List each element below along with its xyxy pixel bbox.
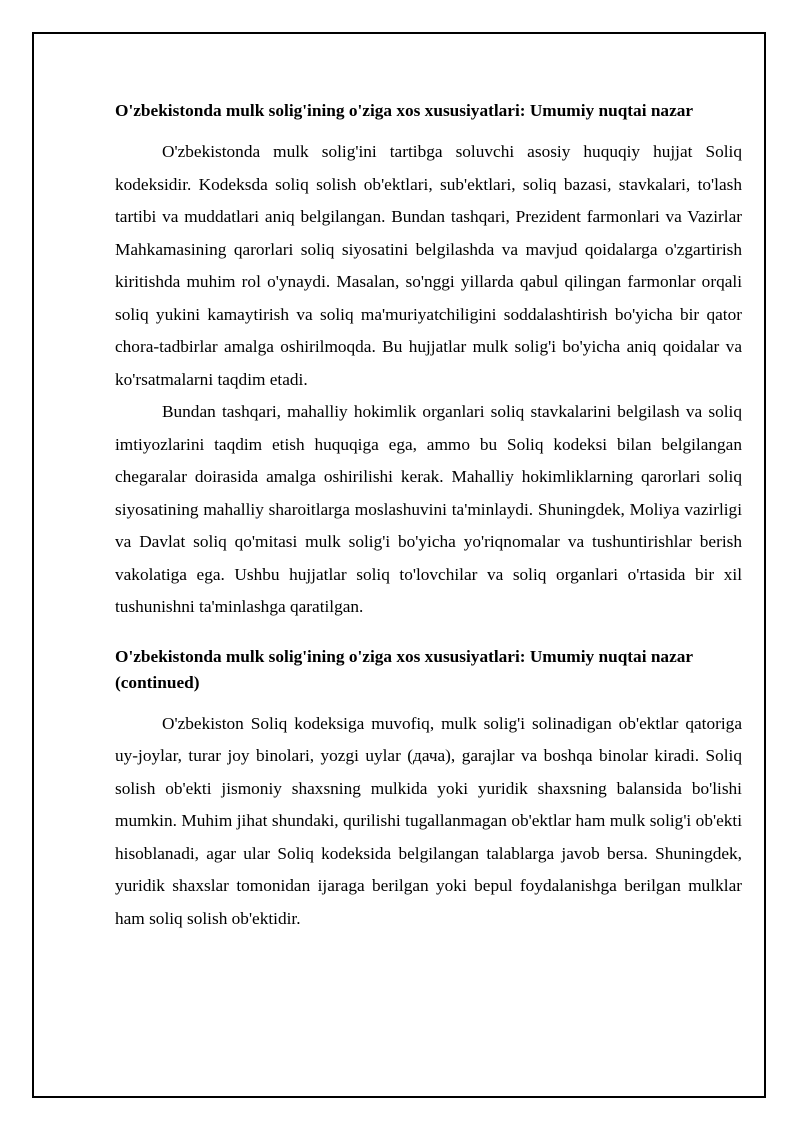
document-body: [115, 98, 742, 935]
paragraph-1: O'zbekistonda mulk solig'ini tartibga soluvchi asosiy huquqiy hujjat Soliq kodeksidir. Kodeksda soliq solish ob'ektlari, sub'ektlari, soliq bazasi, stavkalari, to'lash tartibi va muddatlari aniq belgilangan. Bundan tashqari, Prezident farmonlari va Vazirlar Mahkamasining qarorlari soliq siyosatini belgilashda va mavjud qoidalarga o'zgartirish kiritishda muhim rol o'ynaydi. Masalan, so'nggi yillarda qabul qilingan farmonlar orqali soliq yukini kamaytirish va soliq ma'muriyatchiligini soddalashtirish bo'yicha bir qator chora-tadbirlar amalga oshirilmoqda. Bu hujjatlar mulk solig'i bo'yicha aniq qoidalar va ko'rsatmalarni taqdim etadi.: [115, 142, 742, 389]
section-heading-2: O'zbekistonda mulk solig'ining o'ziga xos xususiyatlari: Umumiy nuqtai nazar (continued): [115, 646, 693, 692]
paragraph-2: Bundan tashqari, mahalliy hokimlik organlari soliq stavkalarini belgilash va soliq imtiyozlarini taqdim etish huquqiga ega, ammo bu Soliq kodeksi bilan belgilangan chegaralar doirasida amalga oshirilishi kerak. Mahalliy hokimliklarning qarorlari soliq siyosatining mahalliy sharoitlarga moslashuvini ta'minlaydi. Shuningdek, Moliya vazirligi va Davlat soliq qo'mitasi mulk solig'i bo'yicha yo'riqnomalar va tushuntirishlar berish vakolatiga ega. Ushbu hujjatlar soliq to'lovchilar va soliq organlari o'rtasida bir xil tushunishni ta'minlashga qaratilgan.: [115, 402, 742, 616]
section-heading-1: O'zbekistonda mulk solig'ining o'ziga xos xususiyatlari: Umumiy nuqtai nazar: [115, 101, 694, 120]
paragraph-3: O'zbekiston Soliq kodeksiga muvofiq, mulk solig'i solinadigan ob'ektlar qatoriga uy-joylar, turar joy binolari, yozgi uylar (дача), garajlar va boshqa binolar kiradi. Soliq solish ob'ekti jismoniy shaxsning mulkida yoki yuridik shaxsning balansida bo'lishi mumkin. Muhim jihat shundaki, qurilishi tugallanmagan ob'ektlar ham mulk solig'i ob'ekti hisoblanadi, agar ular Soliq kodeksida belgilangan talablarga javob bersa. Shuningdek, yuridik shaxslar tomonidan ijaraga berilgan yoki bepul foydalanishga berilgan mulklar ham soliq solish ob'ektidir.: [115, 713, 742, 928]
